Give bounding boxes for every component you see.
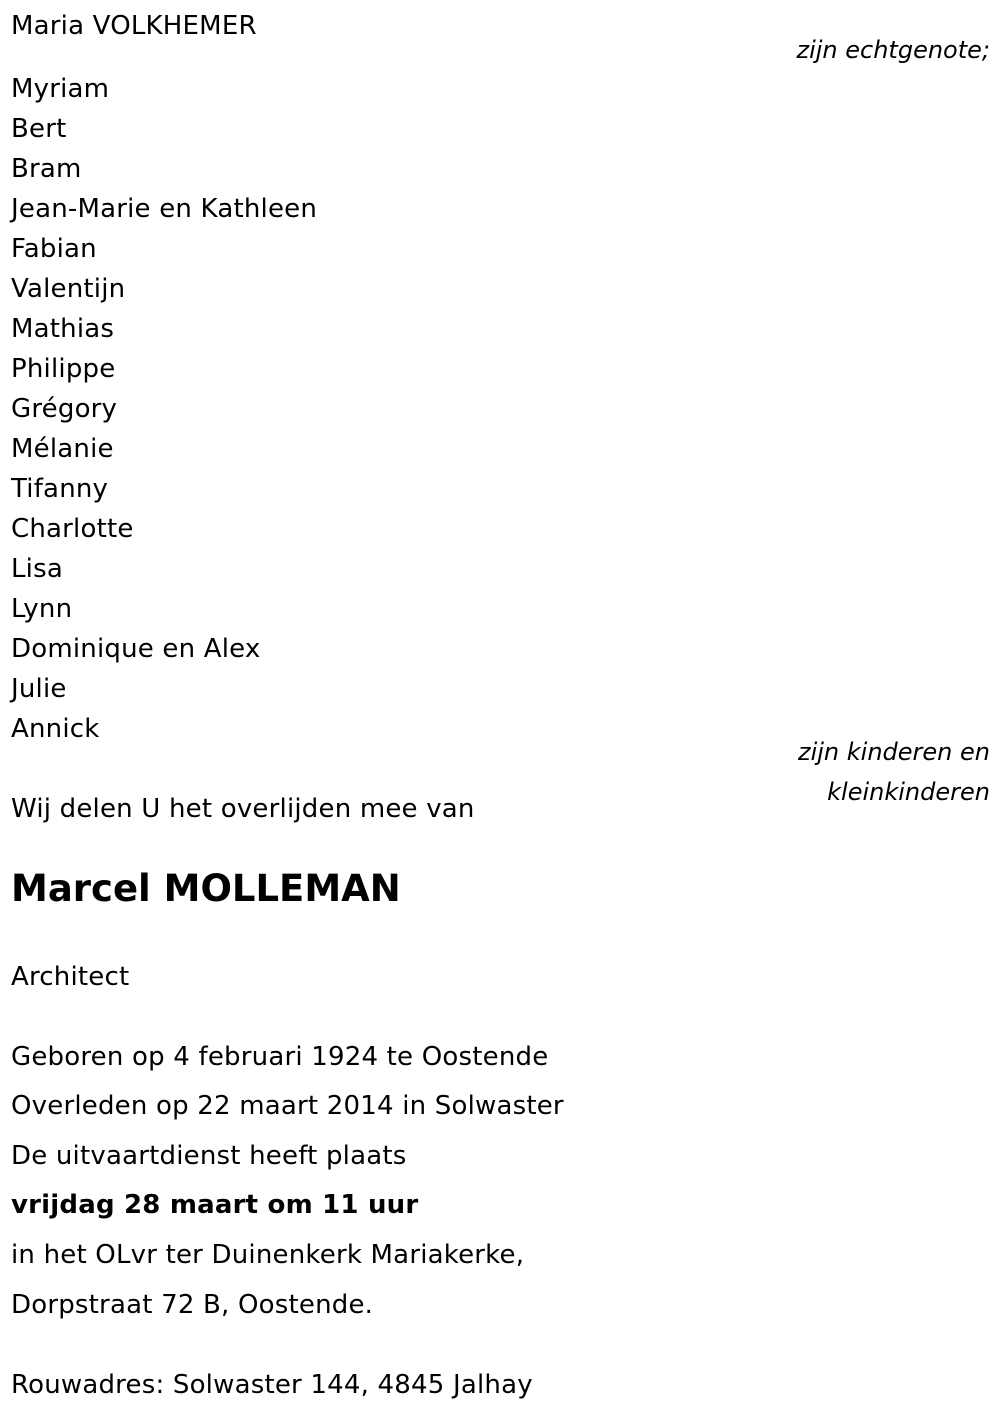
family-member: Valentijn	[11, 274, 126, 304]
family-member: Lisa	[11, 554, 63, 584]
deceased-name: Marcel MOLLEMAN	[11, 867, 401, 910]
family-member: Charlotte	[11, 514, 134, 544]
family-member: Grégory	[11, 394, 118, 424]
service-date: vrijdag 28 maart om 11 uur	[11, 1190, 419, 1220]
family-member: Tifanny	[11, 474, 109, 504]
announcement-text: Wij delen U het overlijden mee van	[11, 794, 475, 824]
spouse-role: zijn echtgenote;	[796, 36, 990, 64]
death-line: Overleden op 22 maart 2014 in Solwaster	[11, 1091, 564, 1121]
family-role-line1: zijn kinderen en	[798, 738, 990, 766]
family-member: Bert	[11, 114, 67, 144]
service-place: in het OLvr ter Duinenkerk Mariakerke,	[11, 1240, 525, 1270]
service-intro: De uitvaartdienst heeft plaats	[11, 1141, 407, 1171]
mourning-address: Rouwadres: Solwaster 144, 4845 Jalhay	[11, 1370, 533, 1400]
family-member: Mathias	[11, 314, 115, 344]
spouse-name: Maria VOLKHEMER	[11, 11, 257, 41]
birth-line: Geboren op 4 februari 1924 te Oostende	[11, 1042, 549, 1072]
family-member: Julie	[11, 674, 67, 704]
family-member: Dominique en Alex	[11, 634, 261, 664]
family-member: Bram	[11, 154, 82, 184]
family-member: Myriam	[11, 74, 110, 104]
deceased-profession: Architect	[11, 962, 130, 992]
family-member: Fabian	[11, 234, 97, 264]
family-member: Mélanie	[11, 434, 114, 464]
family-member: Annick	[11, 714, 100, 744]
family-role-line2: kleinkinderen	[827, 778, 990, 806]
family-member: Philippe	[11, 354, 116, 384]
service-address: Dorpstraat 72 B, Oostende.	[11, 1290, 374, 1320]
family-member: Jean-Marie en Kathleen	[11, 194, 318, 224]
family-member: Lynn	[11, 594, 73, 624]
